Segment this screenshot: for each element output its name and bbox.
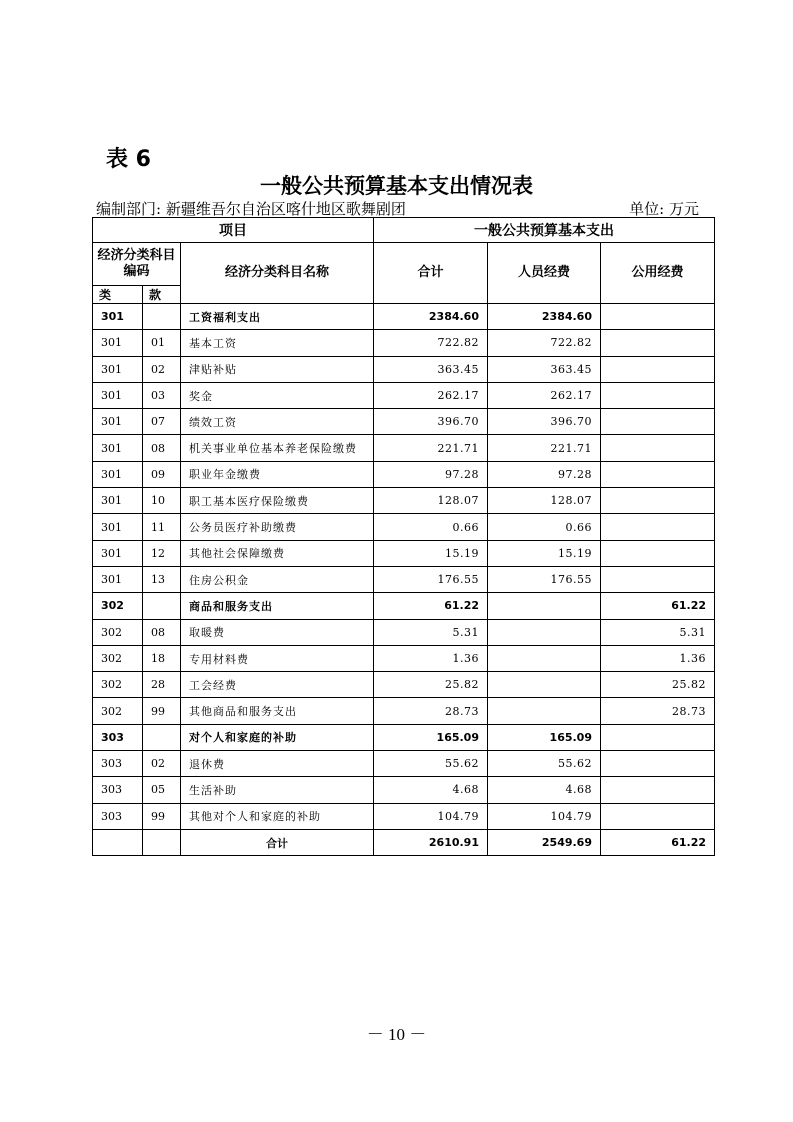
cell-public xyxy=(601,409,715,435)
cell-class-code: 301 xyxy=(93,382,143,408)
cell-personnel: 165.09 xyxy=(488,724,601,750)
table-row xyxy=(93,382,715,408)
cell-kuan-code xyxy=(143,593,181,619)
cell-personnel xyxy=(488,698,601,724)
cell-class-code: 301 xyxy=(93,435,143,461)
table-row xyxy=(93,435,715,461)
table-row xyxy=(93,698,715,724)
cell-public: 25.82 xyxy=(601,672,715,698)
page-number: － 10 － xyxy=(366,1025,427,1044)
table-row xyxy=(93,540,715,566)
cell-kuan-code: 10 xyxy=(143,488,181,514)
table-row xyxy=(93,488,715,514)
cell-class-code: 303 xyxy=(93,803,143,829)
cell-total: 28.73 xyxy=(374,698,488,724)
cell-public xyxy=(601,461,715,487)
header-row-2 xyxy=(93,243,715,286)
table-row xyxy=(93,593,715,619)
table-row xyxy=(93,356,715,382)
table-row xyxy=(93,461,715,487)
cell-personnel xyxy=(488,672,601,698)
cell-kuan-code: 12 xyxy=(143,540,181,566)
cell-kuan-code: 07 xyxy=(143,409,181,435)
cell-personnel: 176.55 xyxy=(488,566,601,592)
cell-empty xyxy=(143,829,181,855)
cell-item-name: 退休费 xyxy=(181,751,374,777)
cell-kuan-code: 01 xyxy=(143,330,181,356)
cell-total: 61.22 xyxy=(374,593,488,619)
cell-class-code: 302 xyxy=(93,619,143,645)
cell-personnel: 4.68 xyxy=(488,777,601,803)
cell-total: 104.79 xyxy=(374,803,488,829)
cell-kuan-code: 02 xyxy=(143,356,181,382)
cell-total: 165.09 xyxy=(374,724,488,750)
budget-table xyxy=(92,217,715,856)
cell-public xyxy=(601,724,715,750)
cell-class-code: 301 xyxy=(93,409,143,435)
table-row xyxy=(93,566,715,592)
header-public: 公用经费 xyxy=(601,243,715,304)
cell-item-name: 工资福利支出 xyxy=(181,304,374,330)
cell-kuan-code: 28 xyxy=(143,672,181,698)
cell-total: 722.82 xyxy=(374,330,488,356)
header-personnel: 人员经费 xyxy=(488,243,601,304)
cell-class-code: 303 xyxy=(93,724,143,750)
cell-kuan-code: 99 xyxy=(143,698,181,724)
table-row xyxy=(93,619,715,645)
cell-kuan-code xyxy=(143,304,181,330)
cell-total: 1.36 xyxy=(374,645,488,671)
cell-item-name: 机关事业单位基本养老保险缴费 xyxy=(181,435,374,461)
cell-kuan-code: 09 xyxy=(143,461,181,487)
cell-personnel xyxy=(488,593,601,619)
table-row xyxy=(93,672,715,698)
unit-of-measure: 单位: 万元 xyxy=(629,200,699,218)
cell-kuan-code: 02 xyxy=(143,751,181,777)
header-basic-expense: 一般公共预算基本支出 xyxy=(374,218,715,243)
cell-item-name: 基本工资 xyxy=(181,330,374,356)
cell-item-name: 职业年金缴费 xyxy=(181,461,374,487)
cell-personnel: 97.28 xyxy=(488,461,601,487)
cell-personnel: 221.71 xyxy=(488,435,601,461)
cell-kuan-code: 08 xyxy=(143,435,181,461)
cell-class-code: 302 xyxy=(93,593,143,619)
cell-public xyxy=(601,803,715,829)
cell-total: 2610.91 xyxy=(374,829,488,855)
header-item: 项目 xyxy=(93,218,374,243)
cell-personnel: 396.70 xyxy=(488,409,601,435)
cell-total: 262.17 xyxy=(374,382,488,408)
cell-item-name: 住房公积金 xyxy=(181,566,374,592)
cell-personnel xyxy=(488,645,601,671)
cell-class-code: 301 xyxy=(93,461,143,487)
cell-public: 1.36 xyxy=(601,645,715,671)
table-row xyxy=(93,330,715,356)
header-kuan: 款 xyxy=(143,286,181,304)
cell-public xyxy=(601,751,715,777)
cell-item-name: 其他商品和服务支出 xyxy=(181,698,374,724)
cell-item-name: 取暖费 xyxy=(181,619,374,645)
cell-total: 221.71 xyxy=(374,435,488,461)
cell-public xyxy=(601,540,715,566)
cell-item-name: 其他对个人和家庭的补助 xyxy=(181,803,374,829)
table-row xyxy=(93,409,715,435)
cell-kuan-code: 11 xyxy=(143,514,181,540)
cell-public xyxy=(601,566,715,592)
cell-item-name: 其他社会保障缴费 xyxy=(181,540,374,566)
cell-class-code: 301 xyxy=(93,330,143,356)
cell-class-code: 302 xyxy=(93,672,143,698)
cell-item-name: 对个人和家庭的补助 xyxy=(181,724,374,750)
cell-total: 0.66 xyxy=(374,514,488,540)
cell-total: 25.82 xyxy=(374,672,488,698)
cell-item-name: 津贴补贴 xyxy=(181,356,374,382)
cell-public xyxy=(601,382,715,408)
cell-item-name: 职工基本医疗保险缴费 xyxy=(181,488,374,514)
cell-personnel: 2384.60 xyxy=(488,304,601,330)
compiling-unit: 编制部门: 新疆维吾尔自治区喀什地区歌舞剧团 xyxy=(96,200,406,218)
cell-total: 396.70 xyxy=(374,409,488,435)
total-label: 合计 xyxy=(181,829,374,855)
cell-personnel xyxy=(488,619,601,645)
header-row-1 xyxy=(93,218,715,243)
cell-personnel: 722.82 xyxy=(488,330,601,356)
cell-public: 61.22 xyxy=(601,593,715,619)
cell-personnel: 128.07 xyxy=(488,488,601,514)
cell-personnel: 15.19 xyxy=(488,540,601,566)
cell-class-code: 301 xyxy=(93,304,143,330)
header-econ-name: 经济分类科目名称 xyxy=(181,243,374,304)
cell-class-code: 301 xyxy=(93,540,143,566)
cell-kuan-code xyxy=(143,724,181,750)
cell-class-code: 302 xyxy=(93,698,143,724)
table-row xyxy=(93,304,715,330)
cell-kuan-code: 08 xyxy=(143,619,181,645)
cell-item-name: 生活补助 xyxy=(181,777,374,803)
cell-public xyxy=(601,435,715,461)
cell-public xyxy=(601,304,715,330)
table-row xyxy=(93,803,715,829)
header-class: 类 xyxy=(93,286,143,304)
cell-item-name: 绩效工资 xyxy=(181,409,374,435)
header-econ-code: 经济分类科目编码 xyxy=(93,243,181,286)
cell-kuan-code: 05 xyxy=(143,777,181,803)
cell-public xyxy=(601,777,715,803)
cell-public xyxy=(601,488,715,514)
cell-class-code: 301 xyxy=(93,356,143,382)
cell-kuan-code: 03 xyxy=(143,382,181,408)
cell-total: 97.28 xyxy=(374,461,488,487)
cell-total: 363.45 xyxy=(374,356,488,382)
cell-personnel: 363.45 xyxy=(488,356,601,382)
cell-personnel: 262.17 xyxy=(488,382,601,408)
total-row xyxy=(93,829,715,855)
cell-public: 28.73 xyxy=(601,698,715,724)
cell-total: 176.55 xyxy=(374,566,488,592)
table-row xyxy=(93,514,715,540)
cell-public: 61.22 xyxy=(601,829,715,855)
header-total: 合计 xyxy=(374,243,488,304)
cell-public: 5.31 xyxy=(601,619,715,645)
cell-personnel: 0.66 xyxy=(488,514,601,540)
cell-total: 55.62 xyxy=(374,751,488,777)
cell-class-code: 303 xyxy=(93,751,143,777)
cell-total: 128.07 xyxy=(374,488,488,514)
cell-total: 4.68 xyxy=(374,777,488,803)
cell-public xyxy=(601,356,715,382)
cell-class-code: 301 xyxy=(93,566,143,592)
cell-item-name: 公务员医疗补助缴费 xyxy=(181,514,374,540)
cell-public xyxy=(601,514,715,540)
cell-class-code: 301 xyxy=(93,514,143,540)
cell-kuan-code: 18 xyxy=(143,645,181,671)
cell-class-code: 301 xyxy=(93,488,143,514)
cell-total: 2384.60 xyxy=(374,304,488,330)
cell-item-name: 奖金 xyxy=(181,382,374,408)
cell-total: 15.19 xyxy=(374,540,488,566)
table-row xyxy=(93,777,715,803)
cell-kuan-code: 99 xyxy=(143,803,181,829)
cell-personnel: 2549.69 xyxy=(488,829,601,855)
cell-kuan-code: 13 xyxy=(143,566,181,592)
table-row xyxy=(93,751,715,777)
cell-personnel: 55.62 xyxy=(488,751,601,777)
cell-item-name: 商品和服务支出 xyxy=(181,593,374,619)
cell-empty xyxy=(93,829,143,855)
cell-personnel: 104.79 xyxy=(488,803,601,829)
table-number: 表 6 xyxy=(106,147,151,172)
table-row xyxy=(93,645,715,671)
cell-item-name: 工会经费 xyxy=(181,672,374,698)
cell-public xyxy=(601,330,715,356)
document-title: 一般公共预算基本支出情况表 xyxy=(260,174,533,198)
cell-total: 5.31 xyxy=(374,619,488,645)
table-row xyxy=(93,724,715,750)
cell-item-name: 专用材料费 xyxy=(181,645,374,671)
cell-class-code: 303 xyxy=(93,777,143,803)
cell-class-code: 302 xyxy=(93,645,143,671)
